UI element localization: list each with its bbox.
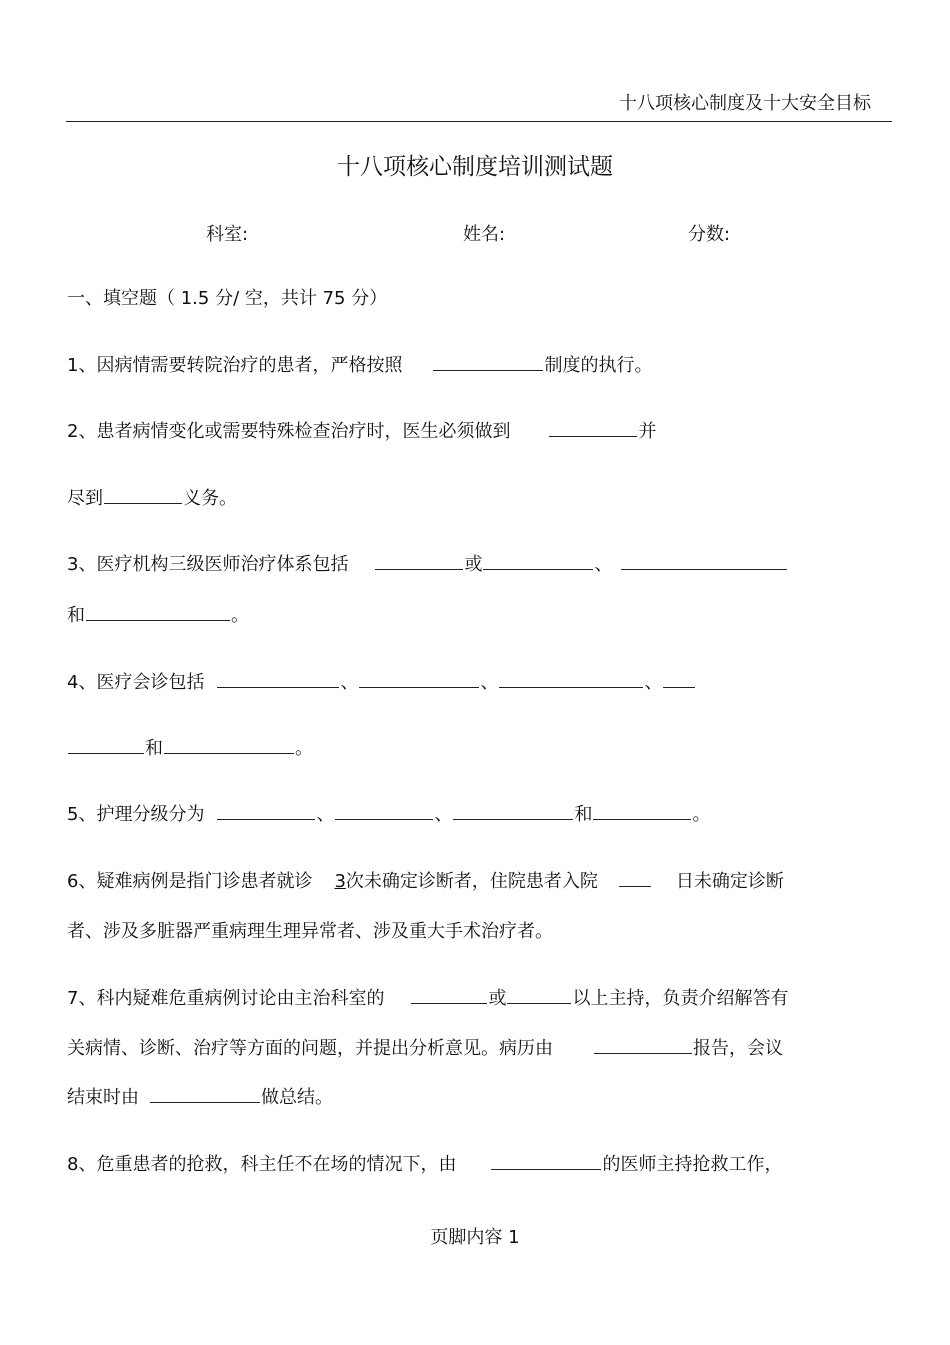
question-5: 5、护理分级分为 、 、 和 。 [67, 800, 710, 826]
answer-blank [150, 1084, 260, 1103]
question-6-cont: 者、涉及多脏器严重病理生理异常者、涉及重大手术治疗者。 [67, 921, 553, 942]
answer-blank [453, 801, 573, 820]
answer-blank [335, 801, 433, 820]
question-6: 6、疑难病例是指门诊患者就诊 3次未确定诊断者，住院患者入院 日未确定诊断 [67, 867, 784, 893]
answer-blank [433, 352, 543, 371]
question-3: 3、医疗机构三级医师治疗体系包括 或 、 [67, 550, 788, 576]
page-footer: 页脚内容 1 [430, 1227, 520, 1248]
answer-blank [619, 868, 651, 887]
score-field-label: 分数: [688, 224, 731, 245]
answer-blank [507, 985, 571, 1004]
section-heading: 一、填空题（ 1.5 分/ 空，共计 75 分） [67, 288, 388, 309]
header-rule [66, 121, 892, 122]
answer-blank [411, 985, 487, 1004]
question-7-cont2: 结束时由 做总结。 [67, 1083, 333, 1109]
answer-blank [621, 551, 787, 570]
running-header: 十八项核心制度及十大安全目标 [619, 93, 871, 114]
question-2: 2、患者病情变化或需要特殊检查治疗时，医生必须做到 并 [67, 417, 656, 443]
question-3-cont: 和 。 [67, 601, 249, 627]
answer-blank [663, 669, 695, 688]
filled-answer: 3 [334, 871, 346, 892]
question-4-cont: 和 。 [67, 734, 313, 760]
answer-blank [375, 551, 463, 570]
answer-blank [593, 801, 691, 820]
question-8: 8、危重患者的抢救，科主任不在场的情况下，由 的医师主持抢救工作， [67, 1150, 782, 1176]
question-4: 4、医疗会诊包括 、 、 、 [67, 668, 696, 694]
answer-blank [104, 485, 182, 504]
answer-blank [483, 551, 593, 570]
answer-blank [594, 1035, 692, 1054]
answer-blank [549, 418, 637, 437]
answer-blank [491, 1151, 601, 1170]
answer-blank [217, 801, 315, 820]
document-title: 十八项核心制度培训测试题 [337, 154, 613, 180]
question-7: 7、科内疑难危重病例讨论由主治科室的 或 以上主持，负责介绍解答有 [67, 984, 788, 1010]
question-1: 1、因病情需要转院治疗的患者，严格按照 制度的执行。 [67, 351, 652, 377]
question-2-cont: 尽到 义务。 [67, 484, 237, 510]
answer-blank [86, 602, 230, 621]
answer-blank [217, 669, 339, 688]
department-field-label: 科室: [206, 224, 249, 245]
name-field-label: 姓名: [463, 224, 506, 245]
answer-blank [359, 669, 479, 688]
answer-blank [68, 735, 144, 754]
answer-blank [499, 669, 643, 688]
answer-blank [164, 735, 294, 754]
question-7-cont: 关病情、诊断、治疗等方面的问题，并提出分析意见。病历由 报告，会议 [67, 1034, 783, 1060]
